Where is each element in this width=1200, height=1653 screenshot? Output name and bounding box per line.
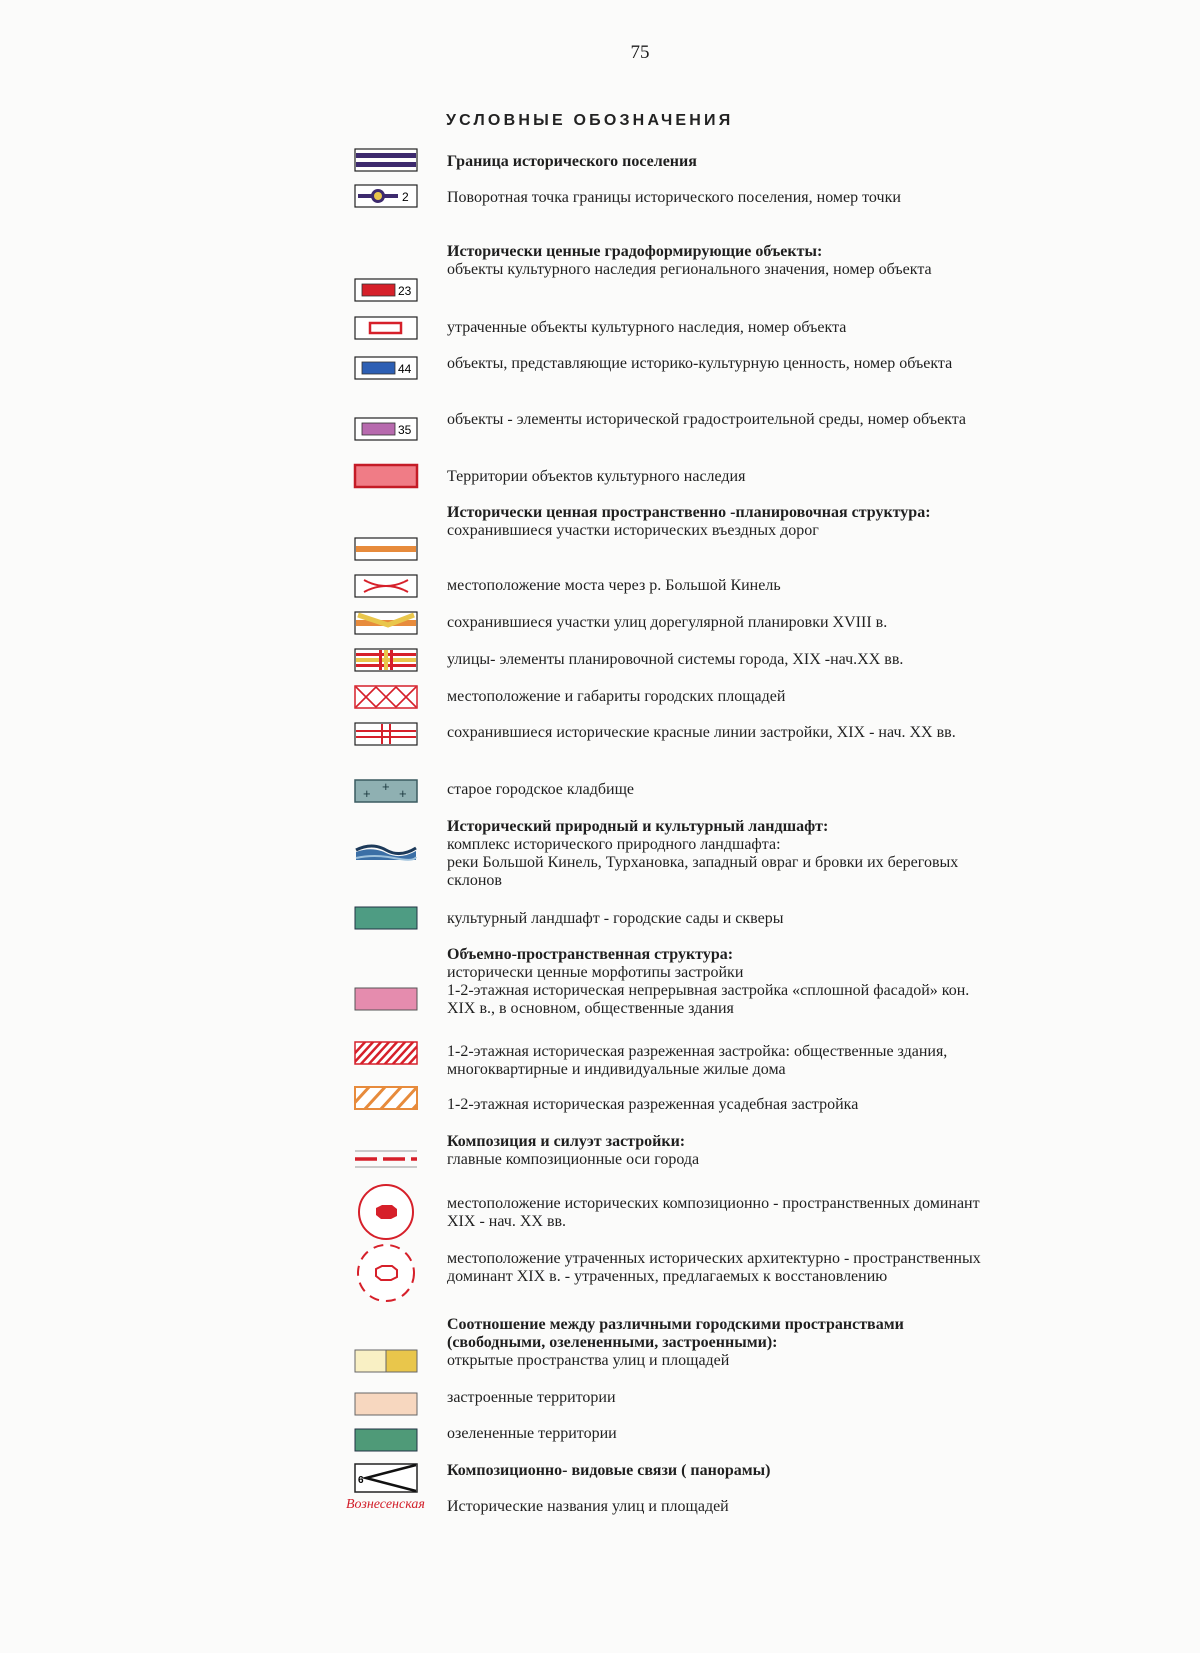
morphotypes-text: исторически ценные морфотипы застройки <box>447 964 744 981</box>
sparse-estate-symbol <box>354 1086 418 1110</box>
irregular-streets-symbol <box>354 611 418 635</box>
historic-objects-heading: Исторически ценные градоформирующие объекты: <box>447 243 823 260</box>
legend-volume-structure <box>447 946 987 1018</box>
legend-historic-objects <box>447 243 987 279</box>
panoramas-symbol <box>354 1462 418 1494</box>
squares-symbol <box>354 685 418 709</box>
legend-cemetery: старое городское кладбище <box>447 781 635 798</box>
lost-heritage-symbol <box>354 316 418 340</box>
axes-symbol <box>354 1147 418 1171</box>
env-elements-number: 35 <box>398 423 412 437</box>
legend-turn-point: Поворотная точка границы исторического поселения, номер точки <box>447 189 901 206</box>
axes-text: главные композиционные оси города <box>447 1151 700 1168</box>
continuous-symbol <box>354 987 418 1011</box>
turn-point-number: 2 <box>402 190 409 204</box>
svg-text:+: + <box>382 779 390 794</box>
greened-symbol <box>354 1428 418 1452</box>
legend-sparse-public: 1-2-этажная историческая разреженная застройка: общественные здания, многоквартирные и индивидуальные жилые дома <box>447 1043 948 1078</box>
valuable-objects-symbol <box>354 356 418 380</box>
street-name-example: Вознесенская <box>346 1497 425 1512</box>
dominants-symbol <box>354 1183 418 1241</box>
legend-heritage-territories: Территории объектов культурного наследия <box>447 468 746 485</box>
open-spaces-symbol <box>354 1349 418 1373</box>
spatial-heading: Исторически ценная пространственно -планировочная структура: <box>447 504 931 521</box>
continuous-text: 1-2-этажная историческая непрерывная застройка «сплошной фасадой» кон. XIX в., в основном, общественные здания <box>447 982 970 1017</box>
legend-dominants: местоположение исторических композиционно - пространственных доминант XIX - нач. XX вв. <box>447 1195 980 1230</box>
legend-sparse-estate: 1-2-этажная историческая разреженная усадебная застройка <box>447 1096 859 1113</box>
regional-heritage-text: объекты культурного наследия регионального значения, номер объекта <box>447 261 932 278</box>
legend-lost-dominants: местоположение утраченных исторических архитектурно - пространственных доминант XIX в. - утраченных, предлагаемых к восстановлению <box>447 1250 981 1285</box>
page-number: 75 <box>630 42 650 63</box>
legend-planning-streets: улицы- элементы планировочной системы города, XIX -нач.XX вв. <box>447 651 904 668</box>
composition-heading: Композиция и силуэт застройки: <box>447 1133 686 1150</box>
entry-roads-symbol <box>354 537 418 561</box>
legend-irregular-streets: сохранившиеся участки улиц дорегулярной планировки XVIII в. <box>447 614 888 631</box>
legend-lost-heritage: утраченные объекты культурного наследия, номер объекта <box>447 319 847 336</box>
valuable-objects-number: 44 <box>398 362 412 376</box>
panorama-number: 6 <box>358 1475 364 1486</box>
legend-red-lines: сохранившиеся исторические красные линии застройки, XIX - нач. XX вв. <box>447 724 956 741</box>
svg-text:+: + <box>363 786 371 801</box>
turn-point-symbol <box>354 184 418 208</box>
gardens-symbol <box>354 906 418 930</box>
legend-built: застроенные территории <box>447 1389 616 1406</box>
sparse-public-symbol <box>354 1041 418 1065</box>
legend-landscape <box>447 818 987 890</box>
red-lines-symbol <box>354 722 418 746</box>
nature-complex-symbol <box>354 838 418 862</box>
rivers-text: реки Большой Кинель, Турхановка, западный овраг и бровки их береговых склонов <box>447 854 959 889</box>
legend-greened: озелененные территории <box>447 1425 617 1442</box>
entry-roads-text: сохранившиеся участки исторических въездных дорог <box>447 522 819 539</box>
nature-complex-text: комплекс исторического природного ландшафта: <box>447 836 781 853</box>
svg-text:+: + <box>399 786 407 801</box>
landscape-heading: Исторический природный и культурный ландшафт: <box>447 818 829 835</box>
bridge-symbol <box>354 574 418 598</box>
legend-panoramas: Композиционно- видовые связи ( панорамы) <box>447 1462 771 1479</box>
legend-street-names: Исторические названия улиц и площадей <box>447 1498 729 1515</box>
legend-ratio <box>447 1316 987 1370</box>
legend-valuable-objects: объекты, представляющие историко-культурную ценность, номер объекта <box>447 355 953 372</box>
legend-gardens: культурный ландшафт - городские сады и скверы <box>447 910 784 927</box>
legend-bridge: местоположение моста через р. Большой Кинель <box>447 577 781 594</box>
legend-composition <box>447 1133 987 1169</box>
heritage-territories-symbol <box>354 464 418 488</box>
cemetery-symbol <box>354 779 418 803</box>
planning-streets-symbol <box>354 648 418 672</box>
legend-spatial-structure <box>447 504 987 540</box>
open-spaces-text: открытые пространства улиц и площадей <box>447 1352 730 1369</box>
ratio-heading: Соотношение между различными городскими пространствами (свободными, озелененными, застроенными): <box>447 1316 904 1351</box>
legend-env-elements: объекты - элементы исторической градостроительной среды, номер объекта <box>447 411 967 428</box>
legend-squares: местоположение и габариты городских площадей <box>447 688 786 705</box>
regional-heritage-number: 23 <box>398 284 412 298</box>
volume-heading: Объемно-пространственная структура: <box>447 946 734 963</box>
boundary-symbol <box>354 148 418 172</box>
legend-boundary: Граница исторического поселения <box>447 153 697 170</box>
legend-title: УСЛОВНЫЕ ОБОЗНАЧЕНИЯ <box>446 112 734 129</box>
env-elements-symbol <box>354 417 418 441</box>
regional-heritage-symbol <box>354 278 418 302</box>
lost-dominants-symbol <box>354 1242 418 1304</box>
built-symbol <box>354 1392 418 1416</box>
